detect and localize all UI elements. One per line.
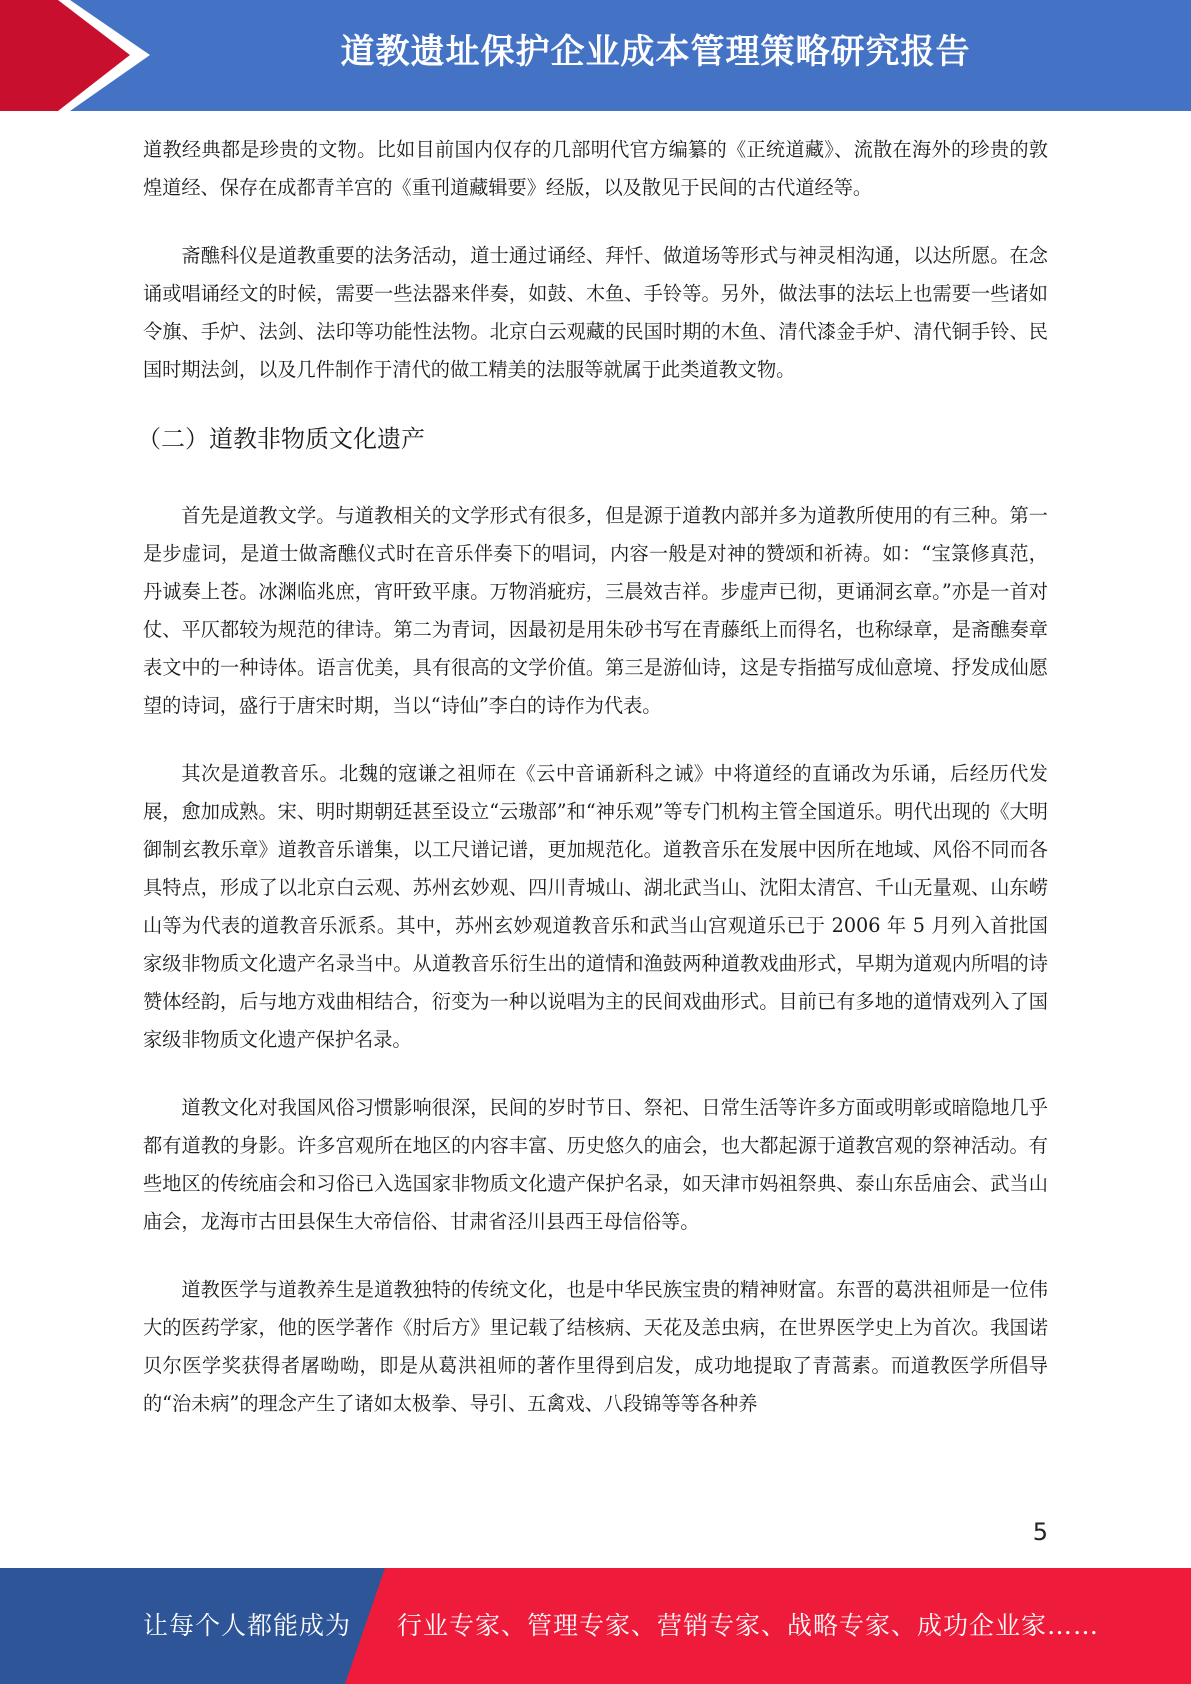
header-red-chevron <box>0 0 150 111</box>
paragraph: 道教经典都是珍贵的文物。比如目前国内仅存的几部明代官方编纂的《正统道藏》、流散在海外的珍贵的敦煌道经、保存在成都青羊宫的《重刊道藏辑要》经版，以及散见于民间的古代道经等。 <box>143 138 1048 199</box>
header-banner <box>0 0 1191 111</box>
paragraph: 斋醮科仪是道教重要的法务活动，道士通过诵经、拜忏、做道场等形式与神灵相沟通，以达所愿。在念诵或唱诵经文的时候，需要一些法器来伴奏，如鼓、木鱼、手铃等。另外，做法事的法坛上也需要一些诸如令旗、手炉、法剑、法印等功能性法物。北京白云观藏的民国时期的木鱼、清代漆金手炉、清代铜手铃、民国时期法剑，以及几件制作于清代的做工精美的法服等就属于此类道教文物。 <box>143 244 1048 381</box>
paragraph: 首先是道教文学。与道教相关的文学形式有很多，但是源于道教内部并多为道教所使用的有三种。第一是步虚词，是道士做斋醮仪式时在音乐伴奏下的唱词，内容一般是对神的赞颂和祈祷。如：“宝箓修真范，丹诚奏上苍。冰渊临兆庶，宵旰致平康。万物消疵疠，三晨效吉祥。步虚声已彻，更诵洞玄章。”亦是一首对仗、平仄都较为规范的律诗。第二为青词，因最初是用朱砂书写在青藤纸上而得名，也称绿章，是斋醮奏章表文中的一种诗体。语言优美，具有很高的文学价值。第三是游仙诗，这是专指描写成仙意境、抒发成仙愿望的诗词，盛行于唐宋时期，当以“诗仙”李白的诗作为代表。 <box>143 504 1048 717</box>
paragraph: 道教文化对我国风俗习惯影响很深，民间的岁时节日、祭祀、日常生活等许多方面或明彰或暗隐地几乎都有道教的身影。许多宫观所在地区的内容丰富、历史悠久的庙会，也大都起源于道教宫观的祭神活动。有些地区的传统庙会和习俗已入选国家非物质文化遗产保护名录，如天津市妈祖祭典、泰山东岳庙会、武当山庙会，龙海市古田县保生大帝信俗、甘肃省泾川县西王母信俗等。 <box>143 1096 1048 1233</box>
page-number: 5 <box>1032 1518 1048 1546</box>
paragraph: 道教医学与道教养生是道教独特的传统文化，也是中华民族宝贵的精神财富。东晋的葛洪祖师是一位伟大的医药学家，他的医学著作《肘后方》里记载了结核病、天花及恙虫病，在世界医学史上为首次。我国诺贝尔医学奖获得者屠呦呦，即是从葛洪祖师的著作里得到启发，成功地提取了青蒿素。而道教医学所倡导的“治未病”的理念产生了诸如太极拳、导引、五禽戏、八段锦等等各种养 <box>143 1278 1048 1415</box>
page-title: 道教遗址保护企业成本管理策略研究报告 <box>340 32 971 72</box>
footer-slogan-right: 行业专家、管理专家、营销专家、战略专家、成功企业家…… <box>397 1611 1100 1640</box>
document-body <box>137 131 1048 1453</box>
footer-slogan-left: 让每个人都能成为 <box>143 1611 352 1640</box>
paragraph: 其次是道教音乐。北魏的寇谦之祖师在《云中音诵新科之诫》中将道经的直诵改为乐诵，后经历代发展，愈加成熟。宋、明时期朝廷甚至设立“云璈部”和“神乐观”等专门机构主管全国道乐。明代出现的《大明御制玄教乐章》道教音乐谱集，以工尺谱记谱，更加规范化。道教音乐在发展中因所在地域、风俗不同而各具特点，形成了以北京白云观、苏州玄妙观、四川青城山、湖北武当山、沈阳太清宫、千山无量观、山东崂山等为代表的道教音乐派系。其中，苏州玄妙观道教音乐和武当山宫观道乐已于 2006 年 5 月列入首批国家级非物质文化遗产名录当中。从道教音乐衍生出的道情和渔鼓两种道教戏曲形式，早期为道观内所唱的诗赞体经韵，后与地方戏曲相结合，衍变为一种以说唱为主的民间戏曲形式。目前已有多地的道情戏列入了国家级非物质文化遗产保护名录。 <box>143 762 1048 1051</box>
footer-banner <box>0 1568 1191 1684</box>
section-heading: （二）道教非物质文化遗产 <box>137 425 425 453</box>
